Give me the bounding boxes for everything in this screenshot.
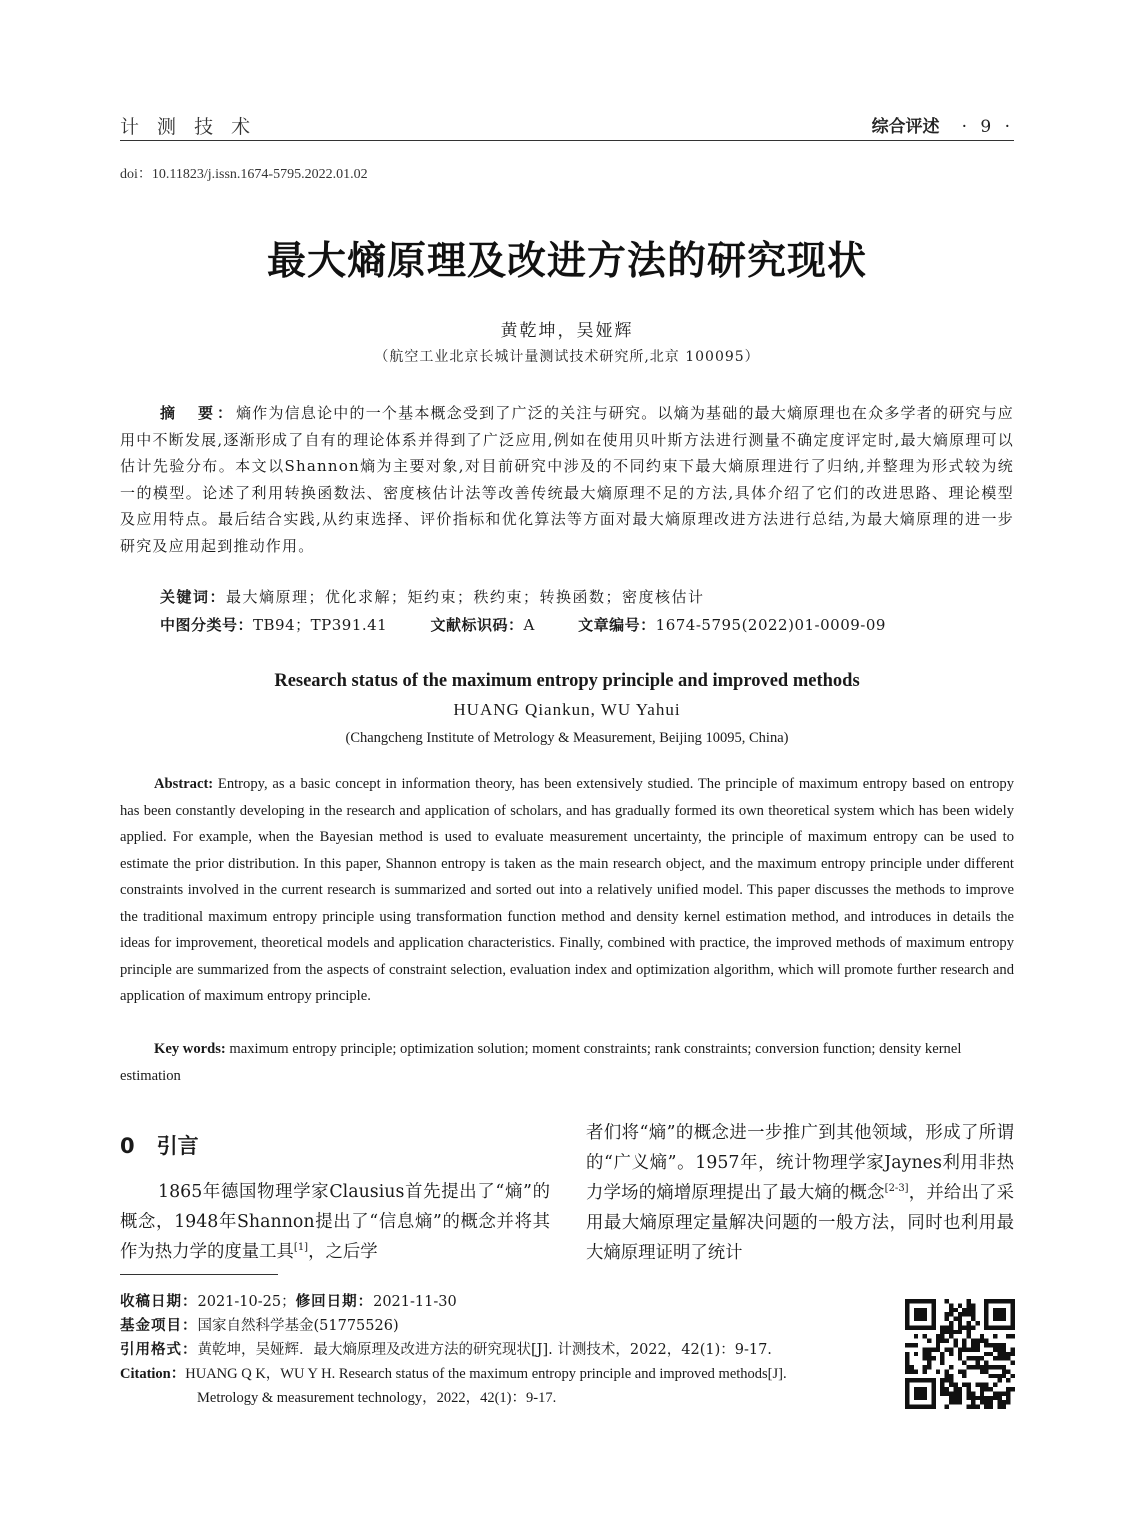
affiliation-en: (Changcheng Institute of Metrology & Measurement, Beijing 10095, China) [345, 730, 789, 746]
fund-label: 基金项目： [120, 1318, 198, 1334]
authors-cn: 黄乾坤，吴娅辉 [500, 321, 634, 341]
keywords-en [120, 1036, 1014, 1089]
footnote-cite-cn [120, 1339, 772, 1363]
section-tag [872, 112, 1014, 137]
section-number: 0 [120, 1134, 135, 1158]
body-left-text-end: ，之后学 [308, 1242, 378, 1262]
received-date: 2021-10-25； [197, 1294, 296, 1310]
classification-line [160, 614, 886, 635]
citation-ref[interactable]: [2-3] [884, 1183, 909, 1194]
revised-label: 修回日期： [295, 1294, 374, 1310]
footnote-cite-en-cont: Metrology & measurement technology，2022，42(1)：9-17. [197, 1390, 557, 1406]
keywords-cn [160, 586, 705, 607]
abstract-cn-label: 摘 要： [160, 404, 237, 422]
title-en: Research status of the maximum entropy principle and improved methods [274, 671, 860, 691]
section-title: 引言 [156, 1134, 199, 1158]
header-rule [120, 140, 1014, 141]
section-heading [120, 1130, 199, 1160]
footnote-dates [120, 1291, 457, 1315]
doc-code-item [431, 616, 535, 634]
citation-ref[interactable]: [1] [293, 1242, 309, 1253]
abstract-cn [120, 400, 1014, 559]
revised-date: 2021-11-30 [373, 1294, 457, 1310]
article-number-item [578, 616, 886, 634]
page-number: · 9 · [961, 117, 1014, 137]
cite-cn-value: 黄乾坤，吴娅辉．最大熵原理及改进方法的研究现状[J]. 计测技术，2022，42(1)：9-17. [197, 1342, 772, 1358]
abstract-en [120, 771, 1014, 1010]
body-left-column [120, 1177, 550, 1267]
clc-item [160, 616, 387, 634]
article-number-label: 文章编号： [578, 616, 656, 634]
abstract-en-label: Abstract: [154, 776, 214, 792]
cite-en-label: Citation： [120, 1366, 186, 1382]
keywords-cn-text: 最大熵原理；优化求解；矩约束；秩约束；转换函数；密度核估计 [226, 588, 705, 606]
doc-code-value: A [523, 616, 535, 634]
article-number-value: 1674-5795(2022)01-0009-09 [655, 616, 886, 634]
body-right-column [586, 1118, 1014, 1268]
cite-en-value: HUANG Q K，WU Y H. Research status of the maximum entropy principle and improved methods[J]. [185, 1366, 787, 1382]
keywords-cn-label: 关键词： [160, 588, 227, 606]
received-label: 收稿日期： [120, 1294, 198, 1310]
body-right-text: 者们将“熵”的概念进一步推广到其他领域，形成了所谓的“广义熵”。1957年，统计物理学家Jaynes利用非热力学场的熵增原理提出了最大熵的概念 [586, 1123, 1014, 1203]
keywords-en-text: maximum entropy principle; optimization solution; moment constraints; rank constraints; conversion function; density kernel estimation [120, 1041, 962, 1084]
footnote-cite-en [120, 1363, 787, 1387]
cite-cn-label: 引用格式： [120, 1342, 198, 1358]
abstract-cn-text: 熵作为信息论中的一个基本概念受到了广泛的关注与研究。以熵为基础的最大熵原理也在众多学者的研究与应用中不断发展,逐渐形成了自有的理论体系并得到了广泛应用,例如在使用贝叶斯方法进行测量不确定度评定时,最大熵原理可以估计先验分布。本文以Shannon熵为主要对象,对目前研究中涉及的不同约束下最大熵原理进行了归纳,并整理为形式较为统一的模型。论述了利用转换函数法、密度核估计法等改善传统最大熵原理不足的方法,具体介绍了它们的改进思路、理论模型及应用特点。最后结合实践,从约束选择、评价指标和优化算法等方面对最大熵原理改进方法进行总结,为最大熵原理的进一步研究及应用起到推动作用。 [120, 404, 1014, 555]
keywords-en-label: Key words: [154, 1041, 226, 1057]
fund-value: 国家自然科学基金(51775526) [197, 1318, 399, 1334]
body-left-text: 1865年德国物理学家Clausius首先提出了“熵”的概念，1948年Shannon提出了“信息熵”的概念并将其作为热力学的度量工具 [120, 1182, 550, 1262]
doc-code-label: 文献标识码： [430, 616, 524, 634]
doi: doi：10.11823/j.issn.1674-5795.2022.01.02 [120, 167, 368, 182]
journal-name: 计 测 技 术 [120, 116, 257, 138]
clc-label: 中图分类号： [160, 616, 254, 634]
body-right-text-end: ，并给出了采用最大熵原理定量解决问题的一般方法，同时也利用最大熵原理证明了统计 [586, 1183, 1014, 1263]
affiliation-cn: （航空工业北京长城计量测试技术研究所,北京 100095） [374, 349, 760, 365]
authors-en: HUANG Qiankun, WU Yahui [453, 700, 681, 719]
section-name: 综合评述 [871, 117, 940, 137]
footnote-fund [120, 1315, 399, 1339]
qr-code-icon[interactable] [905, 1299, 1015, 1409]
footnote-rule [120, 1274, 278, 1275]
title-cn: 最大熵原理及改进方法的研究现状 [266, 239, 867, 284]
abstract-en-text: Entropy, as a basic concept in information theory, has been extensively studied. The principle of maximum entropy based on entropy has been constantly developing in the research and application of scholars, and has gradually formed its own theoretical system which has been widely applied. For example, when the Bayesian method is used to evaluate measurement uncertainty, the principle of maximum entropy can be used to estimate the prior distribution. In this paper, Shannon entropy is taken as the main research object, and the maximum entropy principle under different constraints involved in the current research is summarized and sorted out into a relatively unified model. This paper discusses the methods to improve the traditional maximum entropy principle using transformation function method and density kernel estimation method, and introduces in details the ideas for improvement, theoretical models and application characteristics. Finally, combined with practice, the improved methods of maximum entropy principle are summarized from the aspects of constraint selection, evaluation index and optimization algorithm, which will promote further research and application of maximum entropy principle. [120, 776, 1014, 1004]
clc-value: TB94；TP391.41 [253, 616, 388, 634]
